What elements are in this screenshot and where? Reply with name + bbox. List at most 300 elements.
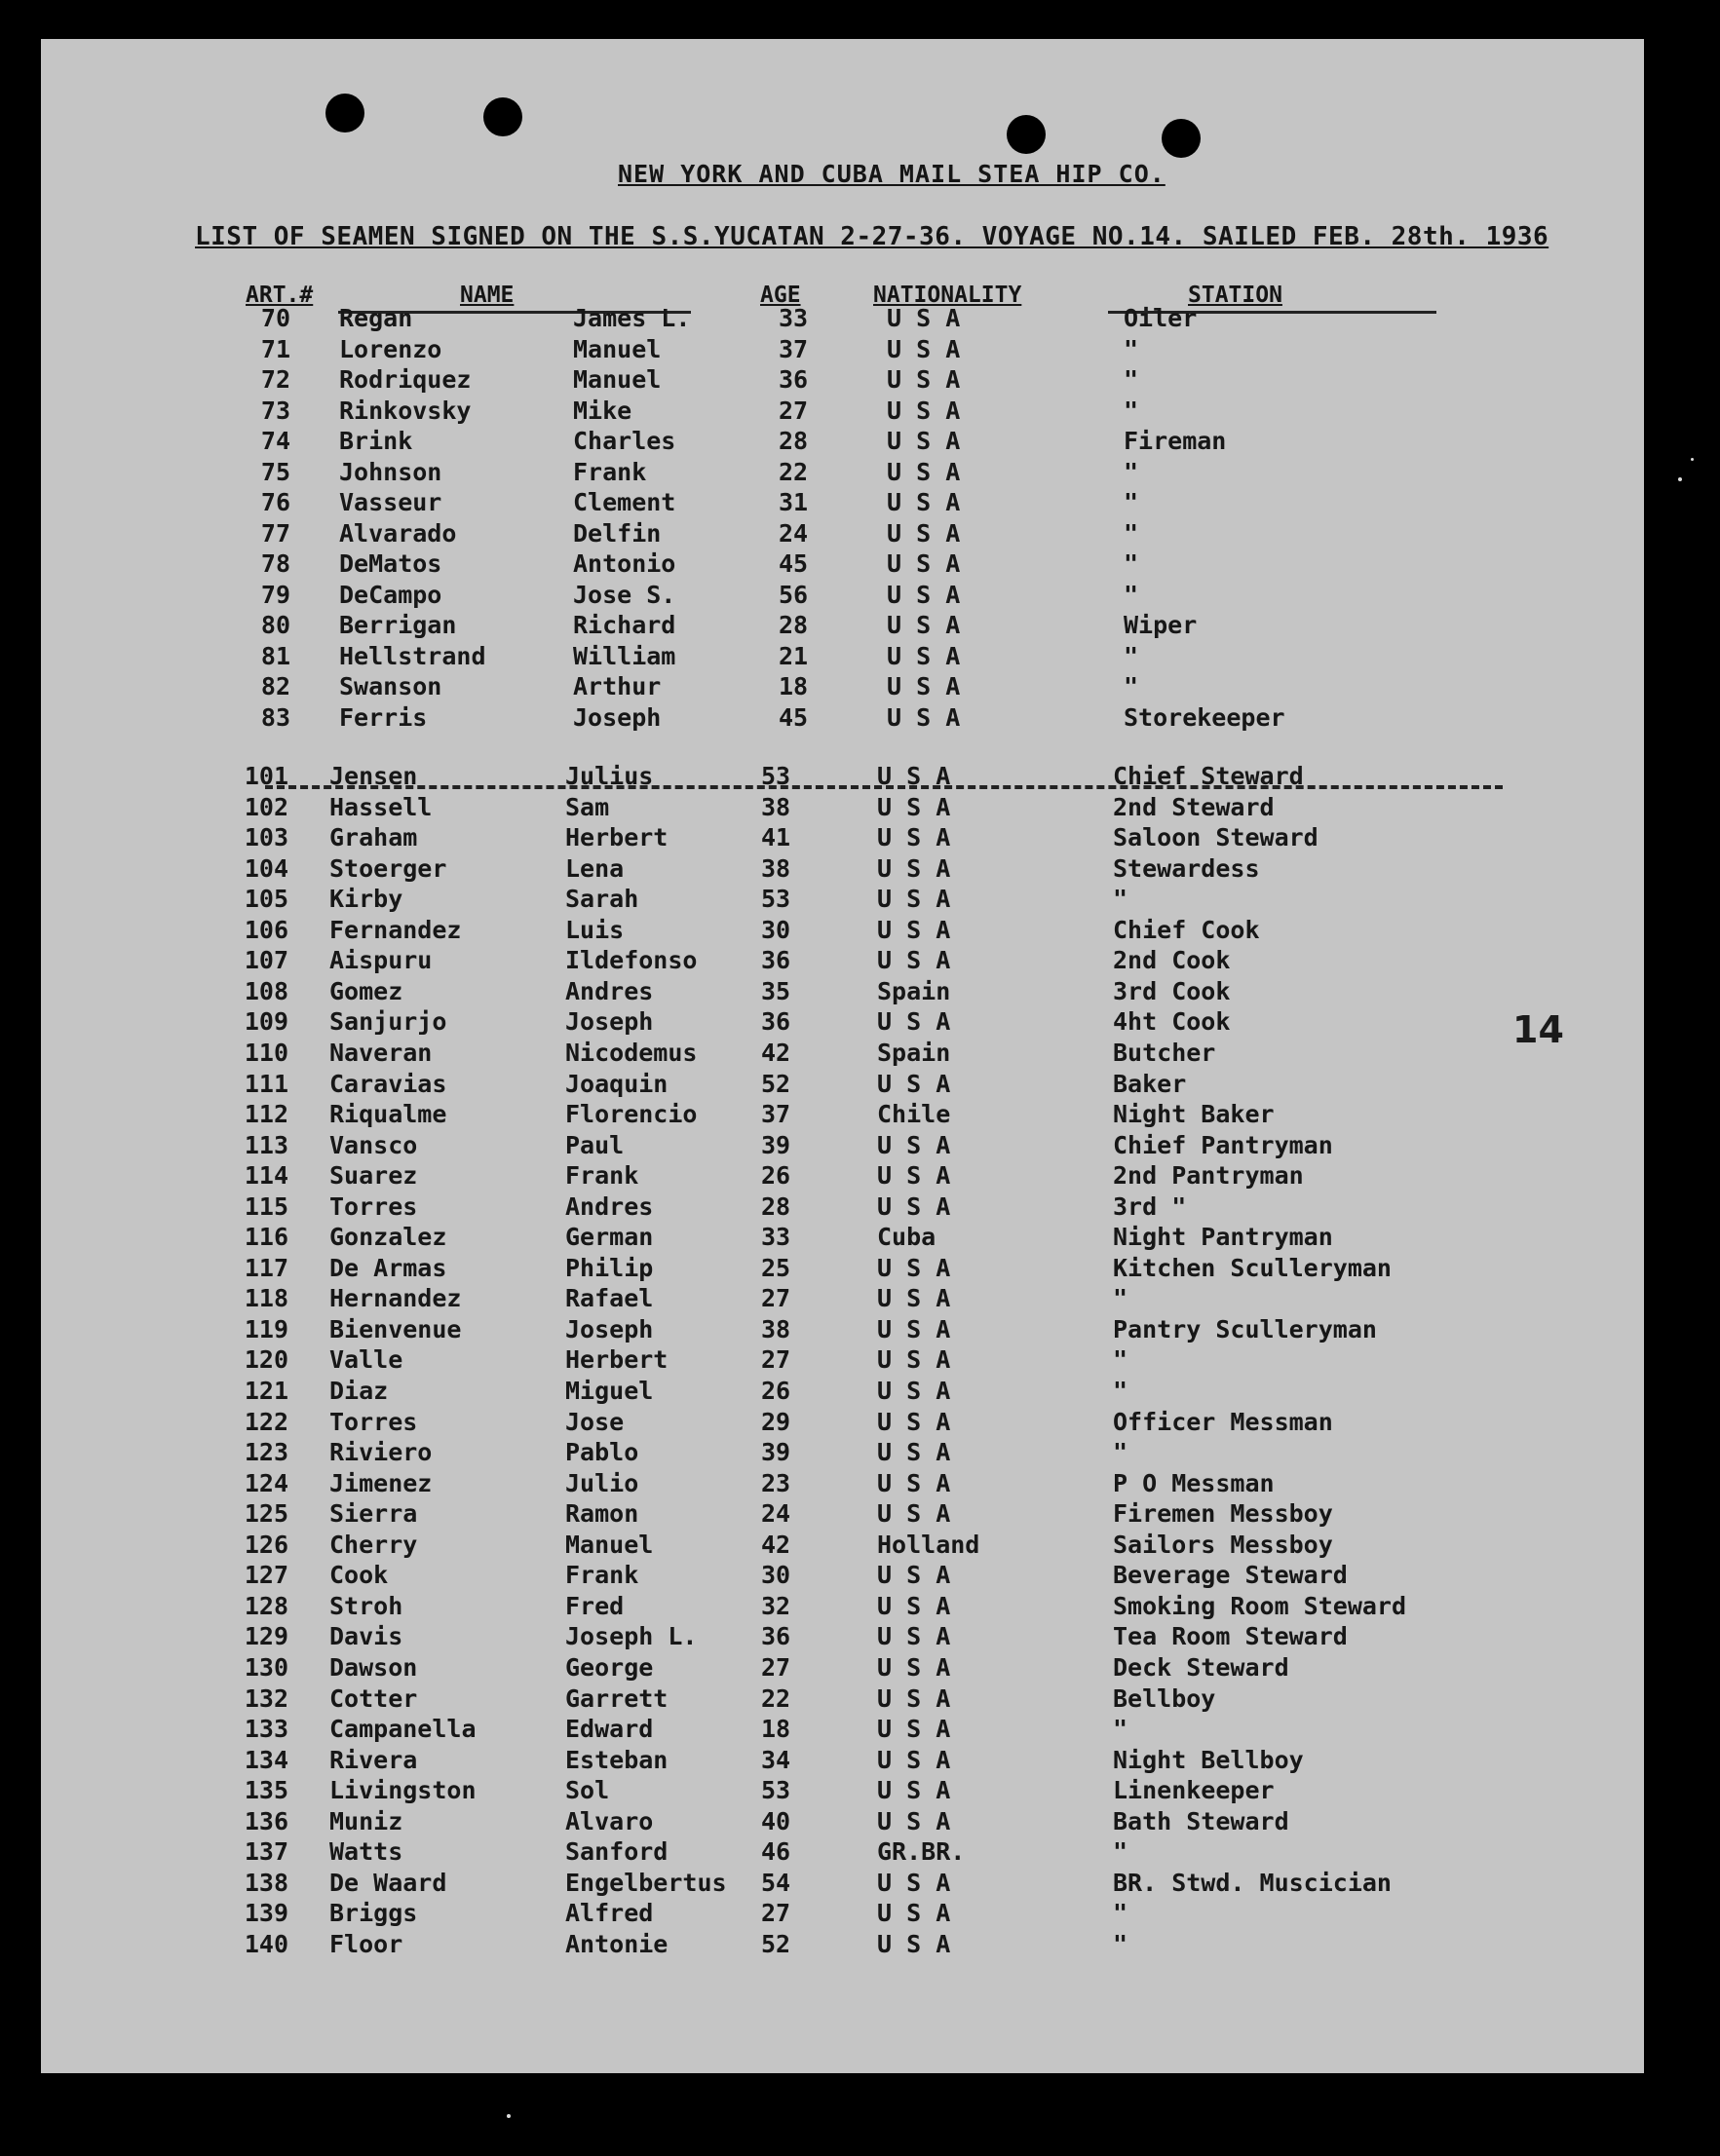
art-number: 134 bbox=[244, 1745, 288, 1774]
art-number: 76 bbox=[260, 488, 290, 516]
art-number: 136 bbox=[244, 1806, 288, 1835]
last-name: Rodriquez bbox=[339, 365, 472, 394]
last-name: Torres bbox=[329, 1407, 418, 1436]
art-number: 74 bbox=[260, 427, 290, 455]
station: 3rd Cook bbox=[1113, 976, 1231, 1005]
age: 36 bbox=[761, 1622, 791, 1651]
table-row bbox=[41, 1161, 1644, 1192]
nationality: U S A bbox=[877, 1007, 951, 1037]
art-number: 125 bbox=[244, 1499, 288, 1529]
last-name: Diaz bbox=[329, 1377, 389, 1405]
age: 36 bbox=[779, 365, 809, 394]
first-name: William bbox=[573, 641, 676, 670]
art-number: 116 bbox=[244, 1223, 288, 1252]
age: 34 bbox=[761, 1745, 791, 1774]
station: " bbox=[1124, 580, 1139, 609]
station: 2nd Cook bbox=[1113, 946, 1231, 975]
age: 53 bbox=[761, 762, 791, 790]
last-name: Stoerger bbox=[329, 853, 447, 883]
station: " bbox=[1113, 1377, 1128, 1405]
station: Fireman bbox=[1124, 427, 1227, 455]
nationality: U S A bbox=[877, 1929, 951, 1958]
art-number: 112 bbox=[244, 1100, 288, 1129]
age: 24 bbox=[779, 518, 809, 548]
station: " bbox=[1124, 365, 1139, 394]
nationality: U S A bbox=[877, 1377, 951, 1405]
last-name: Berrigan bbox=[339, 611, 457, 639]
age: 45 bbox=[779, 549, 809, 578]
station: " bbox=[1124, 641, 1139, 670]
table-row bbox=[41, 1469, 1644, 1500]
first-name: Mike bbox=[573, 396, 632, 425]
nationality: U S A bbox=[877, 1191, 951, 1221]
last-name: Jimenez bbox=[329, 1468, 433, 1497]
column-header-name: NAME bbox=[460, 283, 515, 308]
age: 53 bbox=[761, 1776, 791, 1805]
first-name: Fred bbox=[565, 1591, 625, 1620]
first-name: Sarah bbox=[565, 885, 639, 914]
station: " bbox=[1113, 1345, 1128, 1375]
age: 39 bbox=[761, 1130, 791, 1159]
nationality: U S A bbox=[887, 518, 961, 548]
last-name: Dawson bbox=[329, 1652, 418, 1682]
table-row bbox=[41, 397, 1644, 428]
first-name: Alvaro bbox=[565, 1806, 654, 1835]
station: Chief Cook bbox=[1113, 915, 1260, 944]
last-name: Briggs bbox=[329, 1899, 418, 1928]
age: 24 bbox=[761, 1499, 791, 1529]
age: 33 bbox=[779, 304, 809, 332]
art-number: 73 bbox=[260, 396, 290, 425]
art-number: 118 bbox=[244, 1284, 288, 1313]
first-name: Frank bbox=[573, 457, 647, 486]
nationality: U S A bbox=[877, 1407, 951, 1436]
last-name: Hernandez bbox=[329, 1284, 462, 1313]
station: Butcher bbox=[1113, 1038, 1216, 1067]
table-row bbox=[41, 1499, 1644, 1531]
age: 23 bbox=[761, 1468, 791, 1497]
station: Smoking Room Steward bbox=[1113, 1591, 1407, 1620]
art-number: 122 bbox=[244, 1407, 288, 1436]
age: 33 bbox=[761, 1223, 791, 1252]
station: " bbox=[1113, 1899, 1128, 1928]
nationality: U S A bbox=[887, 702, 961, 732]
speck bbox=[507, 2114, 511, 2118]
station: Beverage Steward bbox=[1113, 1561, 1348, 1590]
station: Night Baker bbox=[1113, 1100, 1275, 1129]
nationality: U S A bbox=[877, 915, 951, 944]
age: 37 bbox=[761, 1100, 791, 1129]
station: P O Messman bbox=[1113, 1468, 1275, 1497]
last-name: Cherry bbox=[329, 1530, 418, 1559]
art-number: 83 bbox=[260, 702, 290, 732]
station: " bbox=[1124, 672, 1139, 700]
first-name: Engelbertus bbox=[565, 1868, 727, 1897]
art-number: 79 bbox=[260, 580, 290, 609]
table-row bbox=[41, 854, 1644, 886]
age: 38 bbox=[761, 792, 791, 821]
nationality: U S A bbox=[877, 1499, 951, 1529]
nationality: U S A bbox=[887, 334, 961, 363]
table-row bbox=[41, 946, 1644, 977]
nationality: U S A bbox=[877, 1468, 951, 1497]
age: 52 bbox=[761, 1069, 791, 1098]
age: 46 bbox=[761, 1837, 791, 1867]
nationality: U S A bbox=[877, 1345, 951, 1375]
art-number: 140 bbox=[244, 1929, 288, 1958]
art-number: 120 bbox=[244, 1345, 288, 1375]
table-row bbox=[41, 304, 1644, 335]
art-number: 124 bbox=[244, 1468, 288, 1497]
age: 36 bbox=[761, 946, 791, 975]
nationality: Holland bbox=[877, 1530, 980, 1559]
last-name: Sierra bbox=[329, 1499, 418, 1529]
age: 28 bbox=[779, 427, 809, 455]
last-name: Floor bbox=[329, 1929, 403, 1958]
first-name: Joaquin bbox=[565, 1069, 669, 1098]
art-number: 77 bbox=[260, 518, 290, 548]
first-name: Alfred bbox=[565, 1899, 654, 1928]
age: 27 bbox=[761, 1899, 791, 1928]
art-number: 119 bbox=[244, 1314, 288, 1343]
table-row bbox=[41, 1930, 1644, 1961]
nationality: U S A bbox=[877, 853, 951, 883]
first-name: Paul bbox=[565, 1130, 625, 1159]
last-name: Ferris bbox=[339, 702, 428, 732]
art-number: 108 bbox=[244, 976, 288, 1005]
last-name: Cotter bbox=[329, 1683, 418, 1713]
nationality: U S A bbox=[877, 1561, 951, 1590]
first-name: Andres bbox=[565, 1191, 654, 1221]
nationality: U S A bbox=[877, 1161, 951, 1191]
age: 29 bbox=[761, 1407, 791, 1436]
last-name: Rinkovsky bbox=[339, 396, 472, 425]
table-row bbox=[41, 1776, 1644, 1807]
table-row bbox=[41, 1837, 1644, 1869]
first-name: George bbox=[565, 1652, 654, 1682]
table-row bbox=[41, 1746, 1644, 1777]
station: Bath Steward bbox=[1113, 1806, 1289, 1835]
station: Sailors Messboy bbox=[1113, 1530, 1333, 1559]
first-name: Jose bbox=[565, 1407, 625, 1436]
station: 2nd Pantryman bbox=[1113, 1161, 1304, 1191]
last-name: Watts bbox=[329, 1837, 403, 1867]
station: BR. Stwd. Muscician bbox=[1113, 1868, 1392, 1897]
nationality: U S A bbox=[887, 641, 961, 670]
art-number: 104 bbox=[244, 853, 288, 883]
last-name: Suarez bbox=[329, 1161, 418, 1191]
nationality: Spain bbox=[877, 1038, 951, 1067]
art-number: 114 bbox=[244, 1161, 288, 1191]
art-number: 128 bbox=[244, 1591, 288, 1620]
art-number: 72 bbox=[260, 365, 290, 394]
punch-hole bbox=[483, 97, 522, 136]
age: 22 bbox=[761, 1683, 791, 1713]
nationality: GR.BR. bbox=[877, 1837, 966, 1867]
art-number: 78 bbox=[260, 549, 290, 578]
first-name: Sol bbox=[565, 1776, 610, 1805]
speck bbox=[1678, 477, 1682, 481]
station: " bbox=[1124, 334, 1139, 363]
age: 45 bbox=[779, 702, 809, 732]
station: " bbox=[1113, 1837, 1128, 1867]
first-name: Clement bbox=[573, 488, 676, 516]
nationality: U S A bbox=[877, 1899, 951, 1928]
table-row bbox=[41, 1070, 1644, 1101]
station: " bbox=[1113, 1438, 1128, 1467]
nationality: U S A bbox=[887, 580, 961, 609]
nationality: U S A bbox=[877, 1745, 951, 1774]
station: Chief Steward bbox=[1113, 762, 1304, 790]
last-name: Muniz bbox=[329, 1806, 403, 1835]
last-name: Sanjurjo bbox=[329, 1007, 447, 1037]
last-name: Vasseur bbox=[339, 488, 442, 516]
first-name: Antonie bbox=[565, 1929, 669, 1958]
nationality: U S A bbox=[877, 762, 951, 790]
art-number: 75 bbox=[260, 457, 290, 486]
station: " bbox=[1113, 885, 1128, 914]
first-name: Julio bbox=[565, 1468, 639, 1497]
table-row bbox=[41, 1561, 1644, 1592]
table-row bbox=[41, 1223, 1644, 1254]
last-name: Kirby bbox=[329, 885, 403, 914]
art-number: 127 bbox=[244, 1561, 288, 1590]
document-subtitle: LIST OF SEAMEN SIGNED ON THE S.S.YUCATAN 2-27-36. VOYAGE NO.14. SAILED FEB. 28th. 1936 bbox=[195, 222, 1549, 251]
first-name: German bbox=[565, 1223, 654, 1252]
table-row bbox=[41, 1284, 1644, 1315]
column-header-station: STATION bbox=[1188, 283, 1282, 308]
last-name: De Armas bbox=[329, 1253, 447, 1282]
art-number: 71 bbox=[260, 334, 290, 363]
nationality: U S A bbox=[877, 1130, 951, 1159]
table-row bbox=[41, 1807, 1644, 1838]
art-number: 138 bbox=[244, 1868, 288, 1897]
nationality: Chile bbox=[877, 1100, 951, 1129]
table-row bbox=[41, 1899, 1644, 1930]
first-name: Herbert bbox=[565, 823, 669, 852]
table-row bbox=[41, 1345, 1644, 1377]
nationality: U S A bbox=[877, 1438, 951, 1467]
table-row bbox=[41, 519, 1644, 550]
last-name: Caravias bbox=[329, 1069, 447, 1098]
nationality: U S A bbox=[877, 1806, 951, 1835]
art-number: 70 bbox=[260, 304, 290, 332]
nationality: U S A bbox=[877, 1652, 951, 1682]
last-name: Jensen bbox=[329, 762, 418, 790]
table-row bbox=[41, 762, 1644, 793]
age: 38 bbox=[761, 1314, 791, 1343]
last-name: Cook bbox=[329, 1561, 389, 1590]
last-name: Gonzalez bbox=[329, 1223, 447, 1252]
age: 37 bbox=[779, 334, 809, 363]
nationality: U S A bbox=[877, 1314, 951, 1343]
table-row bbox=[41, 1531, 1644, 1562]
art-number: 106 bbox=[244, 915, 288, 944]
table-row bbox=[41, 611, 1644, 642]
first-name: Esteban bbox=[565, 1745, 669, 1774]
age: 27 bbox=[761, 1284, 791, 1313]
station: Kitchen Sculleryman bbox=[1113, 1253, 1392, 1282]
page-number: 14 bbox=[1512, 1008, 1564, 1051]
last-name: Lorenzo bbox=[339, 334, 442, 363]
station: " bbox=[1124, 549, 1139, 578]
station: Tea Room Steward bbox=[1113, 1622, 1348, 1651]
first-name: Charles bbox=[573, 427, 676, 455]
nationality: U S A bbox=[877, 1069, 951, 1098]
station: " bbox=[1124, 457, 1139, 486]
art-number: 117 bbox=[244, 1253, 288, 1282]
table-row bbox=[41, 488, 1644, 519]
speck bbox=[1691, 458, 1694, 461]
first-name: Ildefonso bbox=[565, 946, 698, 975]
art-number: 130 bbox=[244, 1652, 288, 1682]
nationality: U S A bbox=[887, 365, 961, 394]
art-number: 139 bbox=[244, 1899, 288, 1928]
station: Officer Messman bbox=[1113, 1407, 1333, 1436]
last-name: Riqualme bbox=[329, 1100, 447, 1129]
first-name: Joseph L. bbox=[565, 1622, 698, 1651]
age: 52 bbox=[761, 1929, 791, 1958]
nationality: U S A bbox=[877, 1284, 951, 1313]
art-number: 101 bbox=[244, 762, 288, 790]
first-name: Frank bbox=[565, 1561, 639, 1590]
age: 32 bbox=[761, 1591, 791, 1620]
station: Night Bellboy bbox=[1113, 1745, 1304, 1774]
art-number: 109 bbox=[244, 1007, 288, 1037]
art-number: 103 bbox=[244, 823, 288, 852]
station: " bbox=[1124, 488, 1139, 516]
age: 27 bbox=[761, 1652, 791, 1682]
nationality: U S A bbox=[877, 1683, 951, 1713]
art-number: 102 bbox=[244, 792, 288, 821]
document-page bbox=[41, 39, 1644, 2073]
station: " bbox=[1124, 518, 1139, 548]
station: Linenkeeper bbox=[1113, 1776, 1275, 1805]
art-number: 123 bbox=[244, 1438, 288, 1467]
table-row bbox=[41, 335, 1644, 366]
first-name: Manuel bbox=[573, 334, 662, 363]
first-name: Nicodemus bbox=[565, 1038, 698, 1067]
art-number: 105 bbox=[244, 885, 288, 914]
table-row bbox=[41, 1715, 1644, 1746]
table-row bbox=[41, 427, 1644, 458]
table-row bbox=[41, 916, 1644, 947]
nationality: U S A bbox=[877, 1591, 951, 1620]
last-name: Fernandez bbox=[329, 915, 462, 944]
art-number: 80 bbox=[260, 611, 290, 639]
first-name: Ramon bbox=[565, 1499, 639, 1529]
station: " bbox=[1113, 1284, 1128, 1313]
first-name: Luis bbox=[565, 915, 625, 944]
age: 21 bbox=[779, 641, 809, 670]
age: 28 bbox=[761, 1191, 791, 1221]
last-name: Rivera bbox=[329, 1745, 418, 1774]
nationality: U S A bbox=[877, 792, 951, 821]
station: Oiler bbox=[1124, 304, 1198, 332]
station: " bbox=[1113, 1715, 1128, 1744]
table-row bbox=[41, 642, 1644, 673]
table-row bbox=[41, 1039, 1644, 1070]
age: 18 bbox=[761, 1715, 791, 1744]
table-row bbox=[41, 1007, 1644, 1039]
table-row bbox=[41, 1100, 1644, 1131]
station: 4ht Cook bbox=[1113, 1007, 1231, 1037]
art-number: 135 bbox=[244, 1776, 288, 1805]
nationality: U S A bbox=[877, 1776, 951, 1805]
last-name: DeCampo bbox=[339, 580, 442, 609]
first-name: Sanford bbox=[565, 1837, 669, 1867]
age: 18 bbox=[779, 672, 809, 700]
age: 39 bbox=[761, 1438, 791, 1467]
table-row bbox=[41, 1438, 1644, 1469]
first-name: James L. bbox=[573, 304, 691, 332]
nationality: U S A bbox=[877, 1868, 951, 1897]
station: " bbox=[1113, 1929, 1128, 1958]
age: 35 bbox=[761, 976, 791, 1005]
nationality: U S A bbox=[887, 672, 961, 700]
table-row bbox=[41, 1869, 1644, 1900]
age: 40 bbox=[761, 1806, 791, 1835]
station: Stewardess bbox=[1113, 853, 1260, 883]
art-number: 132 bbox=[244, 1683, 288, 1713]
station: Chief Pantryman bbox=[1113, 1130, 1333, 1159]
age: 53 bbox=[761, 885, 791, 914]
table-row bbox=[41, 1622, 1644, 1653]
first-name: Herbert bbox=[565, 1345, 669, 1375]
last-name: Hassell bbox=[329, 792, 433, 821]
first-name: Jose S. bbox=[573, 580, 676, 609]
column-header-nationality: NATIONALITY bbox=[873, 283, 1022, 308]
first-name: Julius bbox=[565, 762, 654, 790]
art-number: 111 bbox=[244, 1069, 288, 1098]
company-name: NEW YORK AND CUBA MAIL STEA HIP CO. bbox=[618, 160, 1166, 188]
table-row bbox=[41, 549, 1644, 581]
last-name: Swanson bbox=[339, 672, 442, 700]
nationality: Spain bbox=[877, 976, 951, 1005]
art-number: 121 bbox=[244, 1377, 288, 1405]
first-name: Joseph bbox=[565, 1314, 654, 1343]
nationality: U S A bbox=[887, 488, 961, 516]
table-row bbox=[41, 977, 1644, 1008]
last-name: Torres bbox=[329, 1191, 418, 1221]
first-name: Rafael bbox=[565, 1284, 654, 1313]
table-row bbox=[41, 1592, 1644, 1623]
last-name: Stroh bbox=[329, 1591, 403, 1620]
column-header-art: ART.# bbox=[246, 283, 314, 308]
station: Baker bbox=[1113, 1069, 1187, 1098]
first-name: Edward bbox=[565, 1715, 654, 1744]
age: 42 bbox=[761, 1038, 791, 1067]
age: 26 bbox=[761, 1377, 791, 1405]
art-number: 81 bbox=[260, 641, 290, 670]
nationality: Cuba bbox=[877, 1223, 936, 1252]
first-name: Manuel bbox=[565, 1530, 654, 1559]
punch-hole bbox=[325, 94, 364, 132]
age: 27 bbox=[761, 1345, 791, 1375]
station: Firemen Messboy bbox=[1113, 1499, 1333, 1529]
station: Night Pantryman bbox=[1113, 1223, 1333, 1252]
age: 28 bbox=[779, 611, 809, 639]
nationality: U S A bbox=[887, 396, 961, 425]
age: 26 bbox=[761, 1161, 791, 1191]
last-name: Johnson bbox=[339, 457, 442, 486]
last-name: Vansco bbox=[329, 1130, 418, 1159]
art-number: 126 bbox=[244, 1530, 288, 1559]
nationality: U S A bbox=[887, 427, 961, 455]
nationality: U S A bbox=[887, 549, 961, 578]
table-row bbox=[41, 793, 1644, 824]
art-number: 107 bbox=[244, 946, 288, 975]
